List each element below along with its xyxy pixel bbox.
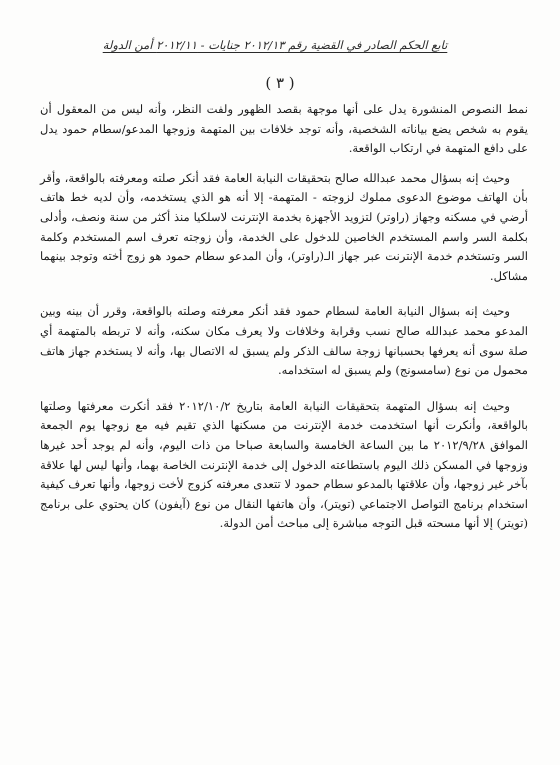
page-number: ( ٣ ): [265, 74, 295, 92]
paragraph: وحيث إنه بسؤال المتهمة بتحقيقات النيابة العامة بتاريخ ٢٠١٢/١٠/٢ فقد أنكرت معرفتها وصلتها بالواقعة، وأنكرت أنها استخدمت خدمة الإنترنت من مسكنها الذي تقيم فيه مع زوجها يوم الجمعة الموافق ٢٠١٢/٩/٢٨ ما بين الساعة الخامسة والسابعة صباحا من ذات اليوم، وأنه لم يوجد أحد غيرها وزوجها في المسكن ذلك اليوم باستطاعته الدخول إلى خدمة الإنترنت الخاصة بهما، وأنها ليس لها علاقة بآخر غير زوجها، وأن علاقتها بالمدعو سطام حمود لا تتعدى معرفته كزوج لأخت زوجها، وأنها تعرف كيفية استخدام برنامج التواصل الاجتماعي (تويتر)، وأن هاتفها النقال من نوع (آيفون) كان يحتوي على برنامج (تويتر) إلا أنها مسحته قبل التوجه مباشرة إلى مباحث أمن الدولة.: [40, 398, 528, 531]
paragraph: وحيث إنه بسؤال النيابة العامة لسطام حمود فقد أنكر معرفته وصلته بالواقعة، وقرر أن بينه وبين المدعو محمد عبدالله صالح نسب وقرابة وخلافات ولا يعرف مكان سكنه، وأنه لا تربطه بالمتهمة أي صلة سوى أنه يعرفها بحسبانها زوجة سالف الذكر ولم يسبق له الاتصال بها، وأنه لا يستخدم جهاز هاتف محمول من نوع (سامسونج) ولم يسبق له استخدامه.: [40, 304, 528, 378]
paragraph: نمط النصوص المنشورة يدل على أنها موجهة بقصد الظهور ولفت النظر، وأنه ليس من المعقول أن يقوم به شخص يضع بياناته الشخصية، وأنه توجد خلافات بين المتهمة وزوجها المدعو/سطام حمود يدل على دافع المتهمة في ارتكاب الواقعة.: [40, 102, 528, 156]
document-body: [40, 100, 528, 534]
document-header: تابع الحكم الصادر في القضية رقم ٢٠١٢/١٣ جنايات - ٢٠١٢/١١ أمن الدولة: [102, 38, 448, 52]
paragraph: وحيث إنه بسؤال محمد عبدالله صالح بتحقيقات النيابة العامة فقد أنكر صلته ومعرفته بالواقعة، وأقر بأن الهاتف موضوع الدعوى مملوك لزوجته - المتهمة- إلا أنه هو الذي يستخدمه، وأن لديه خط هاتف أرضي في مسكنه وجهاز (راوتر) لتزويد الأجهزة بخدمة الإنترنت لاسلكيا منذ أكثر من سنة ونصف، وأدلى بكلمة السر واسم المستخدم الخاصين للدخول على الخدمة، وأن زوجته تعرف اسم المستخدم وكلمة السر وتستخدم خدمة الإنترنت عبر جهاز الـ(راوتر)، وأن المدعو سطام حمود هو زوج أخته وتوجد بينهما مشاكل.: [40, 170, 528, 283]
